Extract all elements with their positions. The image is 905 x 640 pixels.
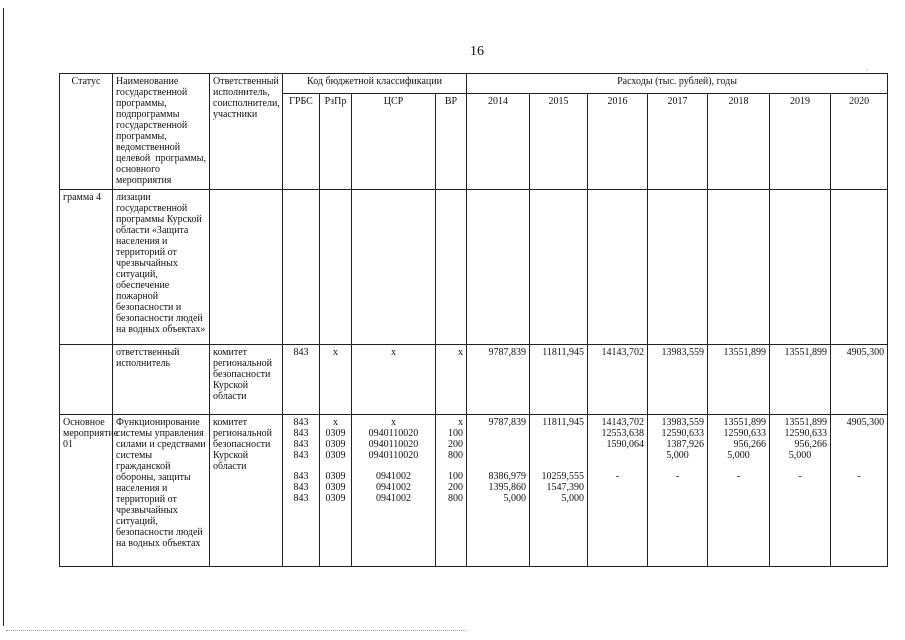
event-csr-value: х (391, 417, 396, 428)
responsible-2018: 13551,899 (708, 345, 770, 415)
header-rzpr: РзПр (320, 94, 352, 190)
event-2018-dash: - (736, 471, 741, 482)
event-vr-value: 100 (448, 428, 464, 439)
event-csr-value: 0940110020 (368, 428, 419, 439)
event-2018-group1 (711, 417, 766, 461)
responsible-2019: 13551,899 (770, 345, 831, 415)
event-grbs-value: 843 (293, 450, 309, 461)
program-name: лизации государственной программы Курской области «Защита населения и территорий от чрезвычайных ситуаций, обеспечение пожарной безопасности и безопасности людей на водных объектах» (113, 190, 210, 345)
event-2015-group2 (533, 471, 584, 504)
program-status: грамма 4 (60, 190, 113, 345)
event-vr-value: 200 (448, 482, 464, 493)
event-2019-dash: - (798, 471, 802, 482)
page-number: 16 (470, 44, 484, 59)
event-vr-cell (436, 415, 467, 567)
responsible-rzpr: х (320, 345, 352, 415)
event-2017-value: 13983,559 (661, 417, 705, 428)
table-row-responsible (60, 345, 888, 415)
event-2015-cell (530, 415, 588, 567)
header-year-2014: 2014 (467, 94, 530, 190)
event-grbs-value: 843 (293, 493, 309, 504)
event-rzpr-value: 0309 (325, 493, 346, 504)
event-csr-cell (352, 415, 436, 567)
table-row-event (60, 415, 888, 567)
event-grbs-cell (283, 415, 320, 567)
header-status: Статус (60, 74, 113, 190)
corner-mark: . (866, 63, 868, 72)
event-2020-value: 4905,300 (846, 417, 885, 428)
event-2019-value: 5,000 (788, 450, 812, 461)
event-2019-value: 13551,899 (784, 417, 828, 428)
header-year-2017: 2017 (648, 94, 708, 190)
event-rzpr-value: 0309 (325, 439, 346, 450)
event-2016-dash: - (615, 471, 620, 482)
event-vr-group2 (439, 471, 463, 504)
header-grbs: ГРБС (283, 94, 320, 190)
event-2016-value: 14143,702 (601, 417, 645, 428)
event-2017-value: 1387,926 (666, 439, 705, 450)
page-left-rule (3, 8, 4, 626)
event-2014-value: 1395,860 (488, 482, 527, 493)
event-rzpr-value: 0309 (325, 450, 346, 461)
event-2014-value: 5,000 (503, 493, 527, 504)
event-vr-value: 800 (448, 450, 464, 461)
event-csr-group2 (355, 471, 432, 504)
header-kbk-group: Код бюджетной классификации (283, 74, 467, 94)
event-2020-group1 (834, 417, 884, 428)
event-csr-value: 0940110020 (368, 439, 419, 450)
header-year-2019: 2019 (770, 94, 831, 190)
event-2017-group1 (651, 417, 704, 461)
event-vr-value: х (458, 417, 464, 428)
event-2019-cell (770, 415, 831, 567)
event-2017-cell (648, 415, 708, 567)
event-csr-value: 0941002 (376, 482, 411, 493)
header-csr: ЦСР (352, 94, 436, 190)
event-2016-cell (588, 415, 648, 567)
event-2019-group1 (773, 417, 827, 461)
event-executor: комитет региональной безопасности Курской области (210, 415, 283, 567)
event-csr-group1 (355, 417, 432, 461)
event-rzpr-value: х (333, 417, 338, 428)
event-status: Основное мероприятие 01 (60, 415, 113, 567)
event-2017-value: 5,000 (666, 450, 689, 461)
header-year-2020: 2020 (831, 94, 888, 190)
event-2018-value: 956,266 (733, 439, 767, 450)
responsible-name: ответственный исполнитель (113, 345, 210, 415)
header-name: Наименование государственной программы, подпрограммы государственной программы, ведомственной целевой программы, основного мероприятия (113, 74, 210, 190)
event-grbs-value: 843 (293, 428, 309, 439)
header-year-2016: 2016 (588, 94, 648, 190)
event-2014-cell (467, 415, 530, 567)
event-vr-value: 800 (448, 493, 464, 504)
event-2016-value: 12553,638 (601, 428, 645, 439)
event-2020-cell (831, 415, 888, 567)
page-bottom-marks (6, 630, 466, 634)
event-2019-value: 12590,633 (784, 428, 828, 439)
event-rzpr-value: 0309 (325, 471, 346, 482)
event-2018-cell (708, 415, 770, 567)
event-grbs-value: 843 (293, 482, 309, 493)
header-expenses-group: Расходы (тыс. рублей), годы (467, 74, 888, 94)
event-vr-group1 (439, 417, 463, 461)
responsible-2016: 14143,702 (588, 345, 648, 415)
header-vr: ВР (436, 94, 467, 190)
event-rzpr-group1 (323, 417, 348, 461)
responsible-2020: 4905,300 (831, 345, 888, 415)
event-grbs-group1 (286, 417, 316, 461)
event-2014-group2 (470, 471, 526, 504)
header-executor: Ответственный исполнитель, соисполнители, участники (210, 74, 283, 190)
budget-table (59, 73, 888, 567)
event-csr-value: 0940110020 (368, 450, 419, 461)
event-rzpr-value: 0309 (325, 428, 346, 439)
table-row-program (60, 190, 888, 345)
event-2014-value: 9787,839 (488, 417, 527, 428)
responsible-vr: х (436, 345, 467, 415)
event-csr-value: 0941002 (376, 493, 411, 504)
event-2017-dash: - (675, 471, 680, 482)
event-2018-value: 12590,633 (723, 428, 767, 439)
event-grbs-value: 843 (293, 417, 309, 428)
responsible-2014: 9787,839 (467, 345, 530, 415)
event-vr-value: 200 (448, 439, 464, 450)
event-2017-value: 12590,633 (661, 428, 705, 439)
event-rzpr-value: 0309 (325, 482, 346, 493)
event-rzpr-group2 (323, 471, 348, 504)
event-2016-group1 (591, 417, 644, 450)
header-row-groups (60, 74, 888, 94)
event-2020-dash: - (857, 471, 861, 482)
header-year-2015: 2015 (530, 94, 588, 190)
event-rzpr-cell (320, 415, 352, 567)
responsible-executor: комитет региональной безопасности Курской области (210, 345, 283, 415)
responsible-2015: 11811,945 (530, 345, 588, 415)
event-vr-value: 100 (448, 471, 464, 482)
event-2018-value: 5,000 (727, 450, 750, 461)
event-2015-group1 (533, 417, 584, 428)
event-grbs-group2 (286, 471, 316, 504)
event-2015-value: 1547,390 (546, 482, 585, 493)
event-2014-value: 8386,979 (488, 471, 527, 482)
responsible-2017: 13983,559 (648, 345, 708, 415)
event-2019-value: 956,266 (794, 439, 828, 450)
event-2015-value: 11811,945 (542, 417, 585, 428)
event-2016-value: 1590,064 (606, 439, 645, 450)
event-grbs-value: 843 (293, 439, 309, 450)
responsible-grbs: 843 (283, 345, 320, 415)
event-2018-value: 13551,899 (723, 417, 767, 428)
event-2015-value: 5,000 (561, 493, 585, 504)
event-grbs-value: 843 (293, 471, 309, 482)
event-name: Функционирование системы управления силами и средствами системы гражданской обороны, защиты населения и территорий от чрезвычайных ситуаций, безопасности людей на водных объектах (113, 415, 210, 567)
event-2014-group1 (470, 417, 526, 428)
responsible-csr: х (352, 345, 436, 415)
header-year-2018: 2018 (708, 94, 770, 190)
event-csr-value: 0941002 (376, 471, 411, 482)
event-2015-value: 10259,555 (541, 471, 585, 482)
